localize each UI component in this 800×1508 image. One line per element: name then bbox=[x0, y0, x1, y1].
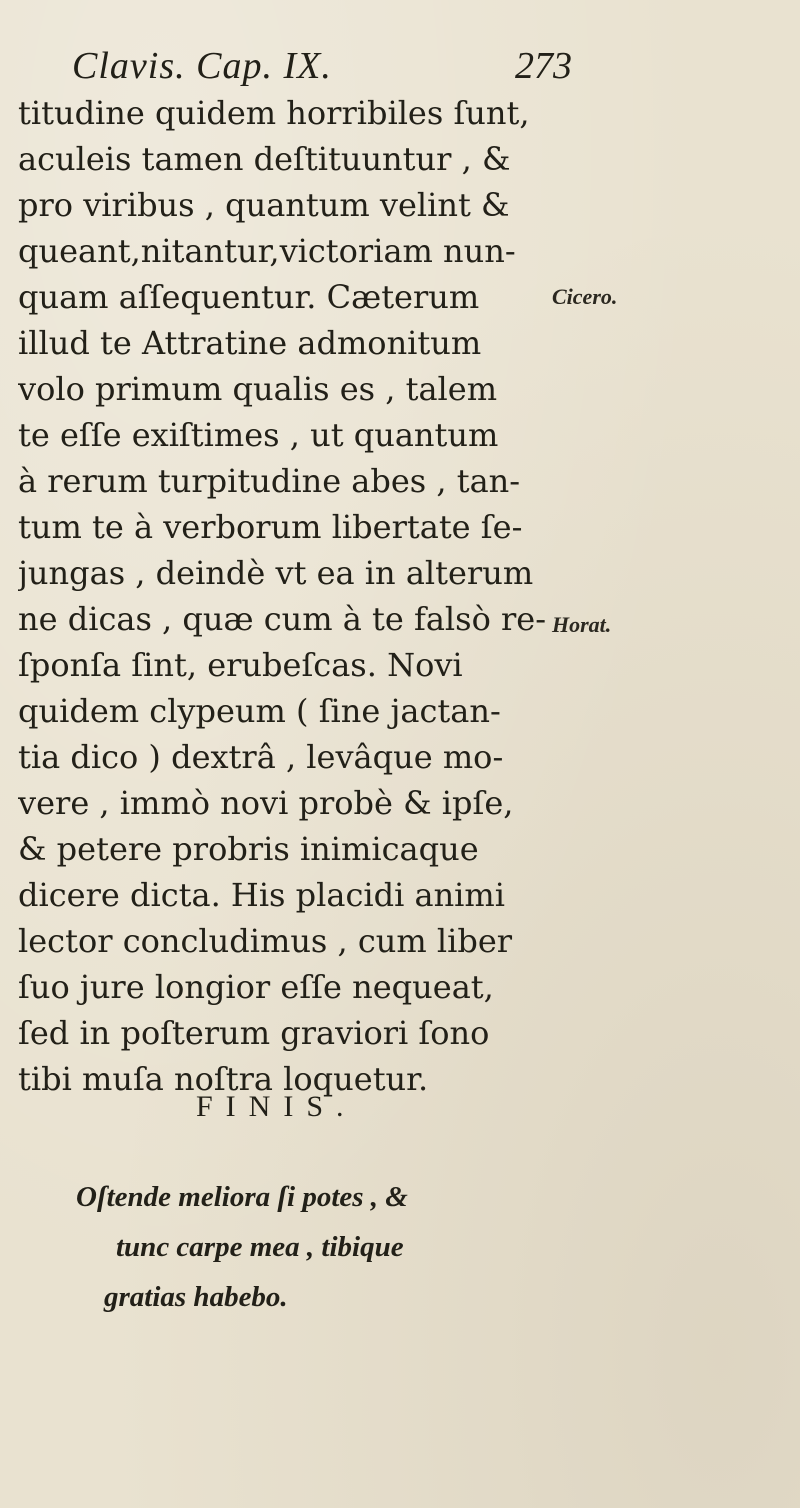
text-line: tum te à verborum libertate ſe- bbox=[18, 508, 523, 546]
running-header bbox=[72, 44, 572, 90]
text-line: jungas , deindè vt ea in alterum bbox=[18, 554, 534, 592]
header-title: Clavis. Cap. IX. bbox=[72, 45, 332, 87]
page-number: 273 bbox=[515, 45, 572, 87]
text-line: ſuo jure longior eſſe nequeat, bbox=[18, 968, 494, 1006]
text-line: & petere probris inimicaque bbox=[18, 830, 479, 868]
text-line: lector concludimus , cum liber bbox=[18, 922, 513, 960]
text-line: aculeis tamen deſtituuntur , & bbox=[18, 140, 511, 178]
closing-motto bbox=[76, 1172, 576, 1322]
text-line: ſponſa ſint, erubeſcas. Novi bbox=[18, 646, 463, 684]
text-line: tia dico ) dextrâ , levâque mo- bbox=[18, 738, 504, 776]
text-line: dicere dicta. His placidi animi bbox=[18, 876, 505, 914]
text-line: ne dicas , quæ cum à te falsò re- bbox=[18, 600, 547, 638]
finis-heading: FINIS. bbox=[196, 1090, 357, 1123]
text-line: titudine quidem horribiles ſunt, bbox=[18, 94, 530, 132]
text-line: pro viribus , quantum velint & bbox=[18, 186, 510, 224]
text-line: quidem clypeum ( ſine jactan- bbox=[18, 692, 501, 730]
body-text bbox=[18, 90, 548, 1102]
margin-note-horat: Horat. bbox=[552, 612, 612, 637]
text-line: quam aſſequentur. Cæterum bbox=[18, 278, 480, 316]
text-line: à rerum turpitudine abes , tan- bbox=[18, 462, 521, 500]
text-line: illud te Attratine admonitum bbox=[18, 324, 482, 362]
text-line: volo primum qualis es , talem bbox=[18, 370, 498, 408]
motto-line: gratias habebo. bbox=[104, 1281, 288, 1313]
text-line: te eſſe exiſtimes , ut quantum bbox=[18, 416, 499, 454]
motto-line: tunc carpe mea , tibique bbox=[116, 1231, 404, 1263]
motto-line: Oſtende meliora ſi potes , & bbox=[76, 1181, 408, 1213]
margin-note-cicero: Cicero. bbox=[552, 284, 618, 309]
text-line: queant,nitantur,victoriam nun- bbox=[18, 232, 516, 270]
text-line: vere , immò novi probè & ipſe, bbox=[18, 784, 514, 822]
text-line: tibi muſa noſtra loquetur. bbox=[18, 1060, 429, 1098]
text-line: ſed in poſterum graviori ſono bbox=[18, 1014, 490, 1052]
